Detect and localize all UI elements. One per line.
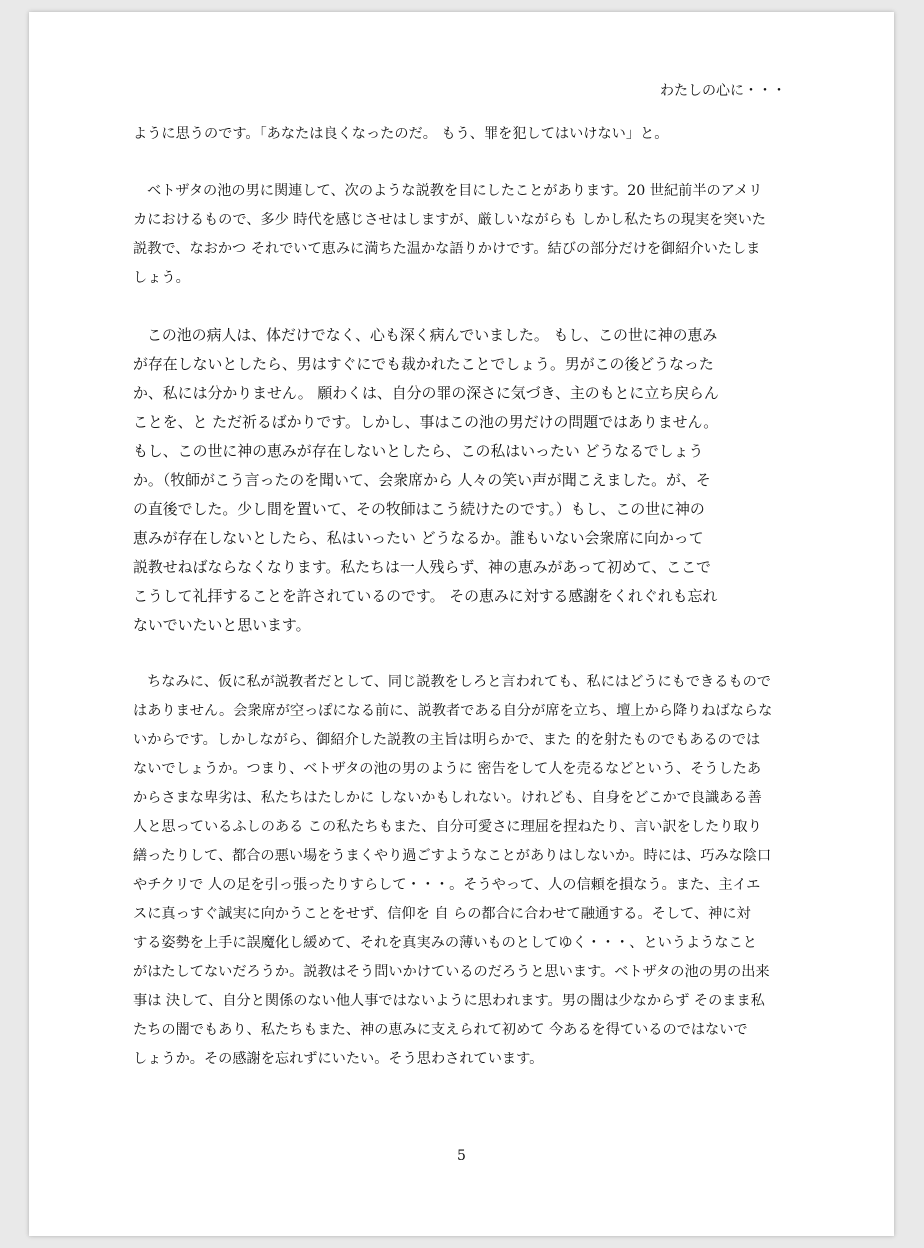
text-line: しょうか。その感謝を忘れずにいたい。そう思わされています。 [133, 1051, 544, 1067]
text-line: 説教で、なおかつ それでいて恵みに満ちた温かな語りかけです。結びの部分だけを御紹介いたしま [133, 241, 761, 257]
paragraph-3-sermon-quote [133, 321, 793, 640]
text-line: がはたしてないだろうか。説教はそう問いかけているのだろうと思います。ベトザタの池の男の出来 [133, 964, 770, 980]
paragraph-2 [133, 177, 793, 293]
text-line: ように思うのです。「あなたは良くなったのだ。 もう、罪を犯してはいけない」と。 [133, 126, 669, 142]
paragraph-4 [133, 668, 793, 1074]
text-line: ことを、と ただ祈るばかりです。しかし、事はこの池の男だけの問題ではありません。 [133, 413, 719, 431]
text-line: の直後でした。少し間を置いて、その牧師はこう続けたのです。）もし、この世に神の [133, 500, 705, 518]
text-line: 繕ったりして、都合の悪い場をうまくやり過ごすようなことがありはしないか。時には、巧みな陰口 [133, 848, 772, 864]
text-line: 事は 決して、自分と関係のない他人事ではないように思われます。男の闇は少なからず そのまま私 [133, 993, 765, 1009]
text-line: ないでしょうか。つまり、ベトザタの池の男のように 密告をして人を売るなどという、そうしたあ [133, 761, 762, 777]
text-line: 説教せねばならなくなります。私たちは一人残らず、神の恵みがあって初めて、ここで [133, 558, 711, 576]
text-line: もし、この世に神の恵みが存在しないとしたら、この私はいったい どうなるでしょう [133, 442, 704, 460]
text-line: いからです。しかしながら、御紹介した説教の主旨は明らかで、また 的を射たものでもあるのでは [133, 732, 761, 748]
text-line: カにおけるもので、多少 時代を感じさせはしますが、厳しいながらも しかし私たちの現実を突いた [133, 212, 766, 228]
text-line: やチクリで 人の足を引っ張ったりすらして・・・。そうやって、人の信頼を損なう。また、主イエ [133, 877, 761, 893]
document-page [29, 12, 894, 1236]
text-line: ないでいたいと思います。 [133, 616, 311, 634]
text-line: スに真っすぐ誠実に向かうことをせず、信仰を 自 らの都合に合わせて融通する。そして、神に対 [133, 906, 751, 922]
text-line: か、私には分かりません。 願わくは、自分の罪の深さに気づき、主のもとに立ち戻らん [133, 384, 719, 402]
text-line: はありません。会衆席が空っぽになる前に、説教者である自分が席を立ち、壇上から降りねばならな [133, 703, 773, 719]
text-line: ちなみに、仮に私が説教者だとして、同じ説教をしろと言われても、私にはどうにもできるもので [147, 674, 771, 690]
text-line: が存在しないとしたら、男はすぐにでも裁かれたことでしょう。男がこの後どうなった [133, 355, 714, 373]
page-number: 5 [457, 1148, 466, 1164]
text-line: ベトザタの池の男に関連して、次のような説教を目にしたことがあります。20 世紀前半のアメリ [147, 183, 763, 199]
text-line: こうして礼拝することを許されているのです。 その恵みに対する感謝をくれぐれも忘れ [133, 587, 718, 605]
text-line: する姿勢を上手に誤魔化し緩めて、それを真実みの薄いものとしてゆく・・・、というようなこと [133, 935, 757, 951]
running-header: わたしの心に・・・ [660, 83, 786, 99]
text-line: 人と思っているふしのある この私たちもまた、自分可愛さに理屈を捏ねたり、言い訳をしたり取り [133, 819, 762, 835]
paragraph-1 [133, 120, 793, 149]
text-line: 恵みが存在しないとしたら、私はいったい どうなるか。誰もいない会衆席に向かって [133, 529, 704, 547]
text-line: この池の病人は、体だけでなく、心も深く病んでいました。 もし、この世に神の恵み [147, 326, 718, 344]
text-line: からさまな卑劣は、私たちはたしかに しないかもしれない。けれども、自身をどこかで良識ある善 [133, 790, 762, 806]
text-line: たちの闇でもあり、私たちもまた、神の恵みに支えられて初めて 今あるを得ているのではないで [133, 1022, 748, 1038]
document-body [133, 120, 793, 1074]
text-line: か。（牧師がこう言ったのを聞いて、会衆席から 人々の笑い声が聞こえました。が、そ [133, 471, 711, 489]
text-line: しょう。 [133, 270, 190, 286]
